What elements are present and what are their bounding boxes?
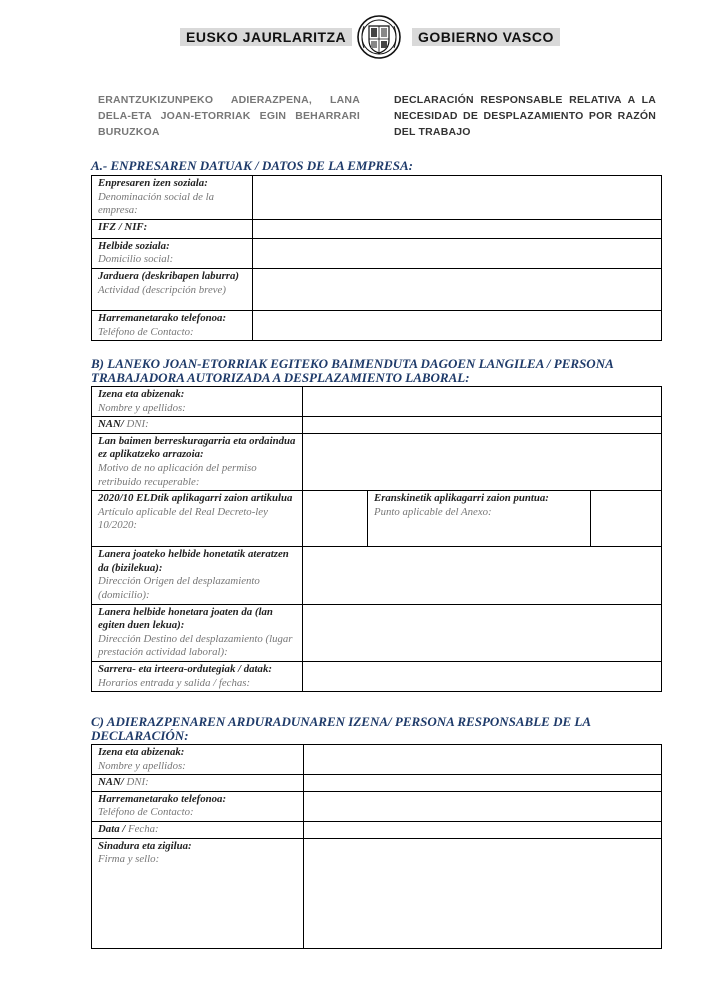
field-label-es: Actividad (descripción breve) — [98, 283, 226, 296]
field-label-es: Nombre y apellidos: — [98, 401, 186, 414]
label-cell — [92, 604, 303, 661]
table-row — [92, 838, 662, 948]
label-cell — [92, 547, 303, 604]
label-cell — [368, 491, 591, 547]
field-label-eu: IFZ / NIF: — [98, 220, 148, 233]
label-cell — [92, 433, 303, 490]
table-row — [92, 433, 662, 490]
label-cell — [92, 219, 253, 238]
field-label-eu: Lanera joateko helbide honetatik ateratzen da (bizilekua): — [98, 548, 289, 574]
field-label-eu: Jarduera (deskribapen laburra) — [98, 269, 239, 282]
field-label-eu: Harremanetarako telefonoa: — [98, 311, 227, 324]
label-cell — [92, 491, 303, 547]
field-label-eu: Harremanetarako telefonoa: — [98, 792, 227, 805]
label-cell — [92, 268, 253, 310]
header-right-band: GOBIERNO VASCO — [412, 28, 560, 46]
section-a-title: A.- ENPRESAREN DATUAK / DATOS DE LA EMPRESA: — [91, 158, 413, 173]
table-row — [92, 268, 662, 310]
label-cell — [92, 661, 303, 691]
label-cell — [92, 176, 253, 220]
field-label-es: DNI: — [126, 418, 149, 431]
table-row — [92, 547, 662, 604]
basque-government-shield-icon — [356, 12, 402, 62]
label-cell — [92, 745, 304, 775]
field-label-es: Fecha: — [128, 822, 159, 835]
worker-dni-field[interactable] — [303, 417, 662, 434]
field-label-eu: Helbide soziala: — [98, 239, 170, 252]
table-row — [92, 219, 662, 238]
date-field[interactable] — [304, 821, 662, 838]
label-cell — [92, 821, 304, 838]
field-label-es: DNI: — [126, 776, 149, 789]
responsible-phone-field[interactable] — [304, 791, 662, 821]
table-row — [92, 775, 662, 792]
table-row — [92, 238, 662, 268]
section-c-title: C) ADIERAZPENAREN ARDURADUNAREN IZENA/ PERSONA RESPONSABLE DE LA DECLARACIÓN: — [91, 714, 591, 743]
table-row — [92, 604, 662, 661]
table-row — [92, 791, 662, 821]
field-label-es: Domicilio social: — [98, 253, 174, 266]
field-label-eu: Data — [98, 822, 120, 835]
field-label-es: Motivo de no aplicación del permiso retribuido recuperable: — [98, 461, 257, 488]
table-row — [92, 310, 662, 340]
schedule-field[interactable] — [303, 661, 662, 691]
permit-reason-field[interactable] — [303, 433, 662, 490]
table-row — [92, 491, 662, 547]
nif-field[interactable] — [253, 219, 662, 238]
responsible-name-field[interactable] — [304, 745, 662, 775]
section-a-table — [91, 175, 662, 341]
destination-address-field[interactable] — [303, 604, 662, 661]
field-label-eu: Enpresaren izen soziala: — [98, 177, 208, 189]
field-label-es: Denominación social de la empresa: — [98, 190, 215, 217]
field-label-eu: NAN — [98, 418, 121, 431]
field-label-eu: Izena eta abizenak: — [98, 388, 185, 400]
company-address-field[interactable] — [253, 238, 662, 268]
label-cell — [92, 417, 303, 434]
field-label-eu: Sarrera- eta irteera-ordutegiak / datak: — [98, 662, 272, 675]
field-label-eu: 2020/10 ELDtik aplikagarri zaion artikulua — [98, 492, 293, 505]
table-row — [92, 387, 662, 417]
field-label-es: Dirección Origen del desplazamiento (domicilio): — [98, 575, 260, 601]
label-cell — [92, 387, 303, 417]
field-label-eu: Izena eta abizenak: — [98, 746, 185, 758]
field-label-es: Nombre y apellidos: — [98, 759, 186, 772]
section-b-table — [91, 386, 662, 692]
worker-name-field[interactable] — [303, 387, 662, 417]
field-label-es: Firma y sello: — [98, 853, 160, 866]
label-separator: / — [119, 822, 129, 835]
label-cell — [92, 310, 253, 340]
label-separator: / — [120, 418, 127, 431]
section-c-table — [91, 744, 662, 949]
table-row — [92, 821, 662, 838]
field-label-eu: Lan baimen berreskuragarria eta ordaindua ez aplikatzeko arrazoia: — [98, 434, 296, 461]
field-label-eu: NAN — [98, 776, 121, 789]
label-separator: / — [120, 776, 127, 789]
field-label-eu: Eranskinetik aplikagarri zaion puntua: — [374, 492, 549, 505]
origin-address-field[interactable] — [303, 547, 662, 604]
declaration-title-es: DECLARACIÓN RESPONSABLE RELATIVA A LA NECESIDAD DE DESPLAZAMIENTO POR RAZÓN DEL TRABAJO — [394, 94, 656, 138]
responsible-dni-field[interactable] — [304, 775, 662, 792]
company-name-field[interactable] — [253, 176, 662, 220]
header-left-band: EUSKO JAURLARITZA — [180, 28, 352, 46]
declaration-title-eu: ERANTZUKIZUNPEKO ADIERAZPENA, LANA DELA-ETA JOAN-ETORRIAK EGIN BEHARRARI BURUZKOA — [98, 94, 360, 138]
field-label-eu: Lanera helbide honetara joaten da (lan egiten duen lekua): — [98, 605, 273, 632]
table-row — [92, 176, 662, 220]
activity-field[interactable] — [253, 268, 662, 310]
table-row — [92, 745, 662, 775]
label-cell — [92, 775, 304, 792]
label-cell — [92, 238, 253, 268]
section-b-title: B) LANEKO JOAN-ETORRIAK EGITEKO BAIMENDUTA DAGOEN LANGILEA / PERSONA TRABAJADORA AUTORIZADA A DESPLAZAMIENTO LABORAL: — [91, 356, 614, 385]
table-row — [92, 661, 662, 691]
company-phone-field[interactable] — [253, 310, 662, 340]
field-label-es: Teléfono de Contacto: — [98, 325, 194, 338]
annex-point-field[interactable] — [591, 491, 662, 547]
field-label-es: Teléfono de Contacto: — [98, 806, 194, 819]
field-label-es: Dirección Destino del desplazamiento (lugar prestación actividad laboral): — [98, 632, 293, 659]
field-label-eu: Sinadura eta zigilua: — [98, 839, 192, 852]
label-cell — [92, 838, 304, 948]
signature-stamp-field[interactable] — [304, 838, 662, 948]
field-label-es: Punto aplicable del Anexo: — [374, 505, 492, 518]
field-label-es: Horarios entrada y salida / fechas: — [98, 676, 251, 689]
label-cell — [92, 791, 304, 821]
decree-article-field[interactable] — [303, 491, 368, 547]
field-label-es: Artículo aplicable del Real Decreto-ley 10/2020: — [98, 505, 268, 532]
table-row — [92, 417, 662, 434]
